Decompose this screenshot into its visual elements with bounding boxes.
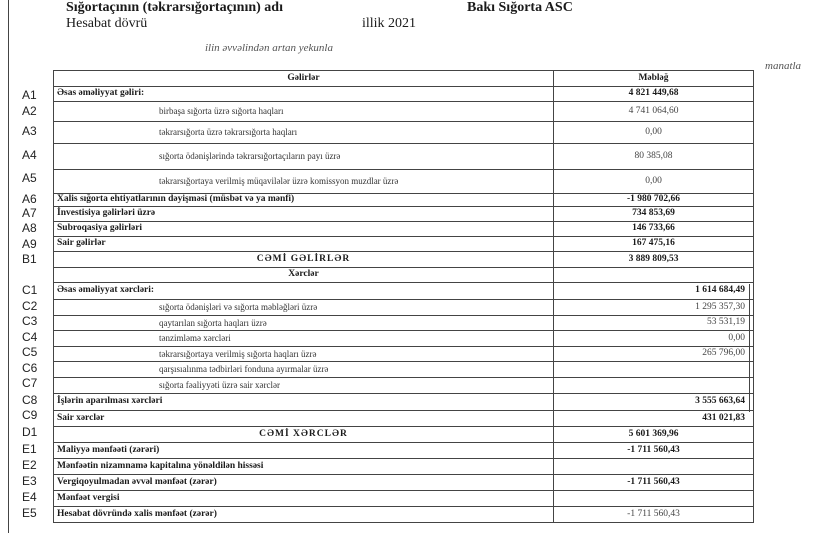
row-label: CƏMİ XƏRCLƏR [54,427,554,443]
table-row [54,475,754,491]
row-value: 0,00 [554,122,754,144]
row-label: Sair xərclər [54,411,554,427]
row-value: 265 796,00 [554,347,754,362]
row-code: B1 [22,252,37,266]
row-label: İşlərin aparılması xərcləri [54,394,554,411]
amount-header: Məbləğ [554,71,754,87]
row-code: A3 [22,124,37,138]
row-label: İnvestisiya gəlirləri üzrə [54,207,554,222]
row-label: Xalis sığorta ehtiyatlarının dəyişməsi (müsbət və ya mənfi) [54,194,554,207]
row-label: təkrarsığortaya verilmiş müqavilələr üzrə komissyon muzdlar üzrə [54,170,554,194]
row-value: 80 385,08 [554,144,754,170]
row-value: 734 853,69 [554,207,754,222]
table-row [54,411,754,427]
total-income-row [54,252,754,268]
table-row [54,394,754,411]
empty-cell [554,268,754,283]
row-label: Hesabat dövründə xalis mənfəət (zərər) [54,507,554,523]
row-value: 3 889 809,53 [554,252,754,268]
row-value [554,491,754,507]
period-label: Hesabat dövrü [66,16,148,31]
total-expenses-row [54,427,754,443]
row-code: A9 [22,237,37,251]
row-code: A6 [22,192,37,206]
row-label: Mənfəət vergisi [54,491,554,507]
page-left-border [8,0,9,533]
period-value: illik 2021 [362,16,417,31]
table-row [54,300,754,316]
insurer-name: Bakı Sığorta ASC [467,0,573,15]
table-row [54,491,754,507]
table-row [54,222,754,237]
row-label: CƏMİ GƏLİRLƏR [54,252,554,268]
row-code: C5 [22,345,38,359]
table-row [54,170,754,194]
row-label: qaytarılan sığorta haqları üzrə [54,316,554,331]
row-value: 431 021,83 [554,411,754,427]
row-value: 53 531,19 [554,316,754,331]
row-value: -1 711 560,43 [554,475,754,491]
row-code: E4 [22,490,37,504]
financial-results-table [53,70,754,523]
row-code: D1 [22,425,38,439]
income-header: Gəlirlər [54,71,554,87]
row-label: Subroqasiya gəlirləri [54,222,554,237]
table-row [54,144,754,170]
row-code: E1 [22,442,37,456]
table-row [54,194,754,207]
table-header-row [54,71,754,87]
row-value: 1 614 684,49 [554,283,754,300]
row-label: sığorta fəaliyyəti üzrə sair xərclər [54,378,554,394]
row-code: A7 [22,206,37,220]
row-value: 4 741 064,60 [554,102,754,122]
table-row [54,378,754,394]
row-label: birbaşa sığorta üzrə sığorta haqları [54,102,554,122]
row-value: 1 295 357,30 [554,300,754,316]
period-note: ilin əvvəlindən artan yekunla [205,42,333,54]
row-value: -1 711 560,43 [554,443,754,459]
row-value: 3 555 663,64 [554,394,754,411]
row-value: 146 733,66 [554,222,754,237]
row-value: -1 980 702,66 [554,194,754,207]
row-label: Əsas əməliyyat xərcləri: [54,283,554,300]
row-value: 5 601 369,96 [554,427,754,443]
row-label: Mənfəətin nizamnamə kapitalına yönəldilən hissəsi [54,459,554,475]
row-label: təkrarsığorta üzrə təkrarsığorta haqları [54,122,554,144]
row-code: E5 [22,506,37,520]
row-label: Vergiqoyulmadan əvvəl mənfəət (zərər) [54,475,554,491]
row-code: C6 [22,361,38,375]
table-row [54,316,754,331]
row-value [554,378,754,394]
expense-column-border [749,284,750,412]
table-row [54,102,754,122]
row-value: 0,00 [554,331,754,347]
table-row [54,87,754,102]
row-value [554,362,754,378]
row-label: təkrarsığortaya verilmiş sığorta haqları üzrə [54,347,554,362]
row-label: sığorta ödənişlərində təkrarsığortaçıların payı üzrə [54,144,554,170]
table-row [54,443,754,459]
table-row [54,331,754,347]
row-label: sığorta ödənişləri və sığorta məbləğləri üzrə [54,300,554,316]
row-code: E2 [22,458,37,472]
currency-label: manatla [765,60,802,72]
row-value: 0,00 [554,170,754,194]
insurer-label: Sığortaçının (təkrarsığortaçının) adı [66,0,283,15]
expenses-header: Xərclər [54,268,554,283]
row-code: A2 [22,104,37,118]
expenses-header-row [54,268,754,283]
row-label: Sair gəlirlər [54,237,554,252]
row-code: C3 [22,314,38,328]
row-label: tənzimləmə xərcləri [54,331,554,347]
row-code: C1 [22,283,38,297]
row-value: 4 821 449,68 [554,87,754,102]
row-label: Maliyyə mənfəəti (zərəri) [54,443,554,459]
row-code: C4 [22,330,38,344]
row-code: C7 [22,376,38,390]
row-label: Əsas əməliyyat gəliri: [54,87,554,102]
row-value: -1 711 560,43 [554,507,754,523]
row-code: C9 [22,408,38,422]
row-code: A8 [22,221,37,235]
row-code: C8 [22,393,38,407]
row-code: E3 [22,474,37,488]
table-row [54,237,754,252]
row-code: A5 [22,171,37,185]
table-row [54,283,754,300]
table-row [54,507,754,523]
row-value: 167 475,16 [554,237,754,252]
row-code: A4 [22,148,37,162]
table-row [54,207,754,222]
row-label: qarşısıalınma tədbirləri fonduna ayırmalar üzrə [54,362,554,378]
row-code: C2 [22,299,38,313]
row-code: A1 [22,88,37,102]
table-row [54,362,754,378]
table-row [54,459,754,475]
table-row [54,347,754,362]
table-row [54,122,754,144]
row-value [554,459,754,475]
